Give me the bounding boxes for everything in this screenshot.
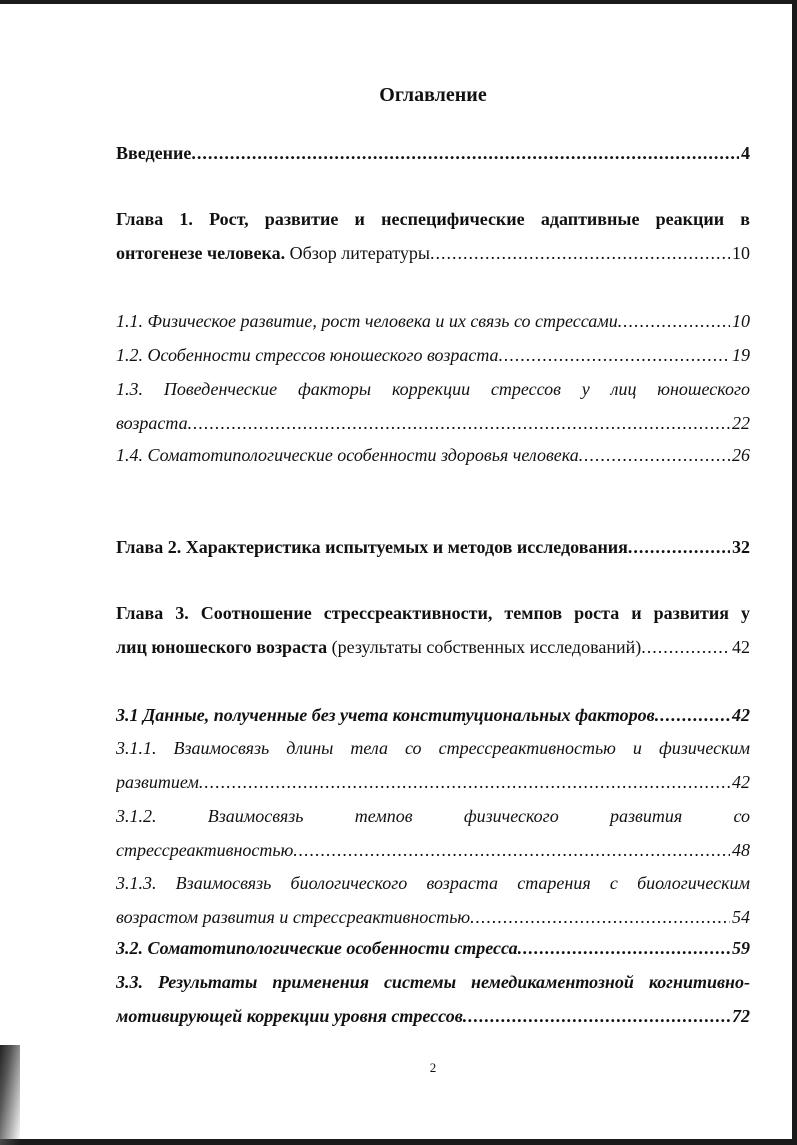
toc-page-ref: 32 <box>732 537 750 557</box>
dot-leader <box>518 931 730 965</box>
dot-leader <box>628 530 730 564</box>
dot-leader <box>470 900 730 934</box>
toc-entry-line: Глава 3. Соотношение стрессреактивности, темпов роста и развития у <box>116 603 750 623</box>
toc-entry-label: лиц юношеского возраста <box>116 637 328 657</box>
toc-page-ref: 26 <box>732 445 750 465</box>
toc-entry-label: 3.1 Данные, полученные без учета конституциональных факторов <box>116 705 655 725</box>
dot-leader <box>655 698 730 732</box>
toc-entry-1-4[interactable] <box>116 438 750 472</box>
toc-entry-label: 1.2. Особенности стрессов юношеского возраста <box>116 345 499 365</box>
dot-leader <box>463 999 730 1033</box>
toc-entry-label-rest: Обзор литературы <box>285 243 430 263</box>
toc-page-ref: 42 <box>732 637 750 657</box>
toc-entry-line: 3.1.1. Взаимосвязь длины тела со стрессреактивностью и физическим <box>116 738 750 758</box>
toc-page-ref: 72 <box>732 1006 750 1026</box>
toc-entry-label: 1.4. Соматотипологические особенности здоровья человека <box>116 445 579 465</box>
toc-page-ref: 19 <box>732 345 750 365</box>
dot-leader <box>188 406 730 440</box>
dot-leader <box>618 304 730 338</box>
toc-page-ref: 42 <box>732 705 750 725</box>
toc-page-ref: 22 <box>732 413 750 433</box>
toc-entry-label: онтогенезе человека. <box>116 243 286 263</box>
toc-entry-line: 3.1.2. Взаимосвязь темпов физического развития со <box>116 806 750 826</box>
dot-leader <box>430 236 730 270</box>
toc-entry-3-1-1[interactable] <box>116 731 750 799</box>
toc-entry-line: Глава 1. Рост, развитие и неспецифические адаптивные реакции в <box>116 209 750 229</box>
toc-entry-label: Введение <box>116 143 192 163</box>
dot-leader <box>641 630 730 664</box>
dot-leader <box>579 438 730 472</box>
toc-page-ref: 10 <box>732 311 750 331</box>
dot-leader <box>199 765 730 799</box>
scan-border-top <box>0 0 797 4</box>
toc-entry-1-1[interactable] <box>116 304 750 338</box>
toc-entry-label: стрессреактивностью <box>116 840 294 860</box>
dot-leader <box>293 833 730 867</box>
toc-entry-line: 3.3. Результаты применения системы немедикаментозной когнитивно- <box>116 972 750 992</box>
toc-entry-3-1-3[interactable] <box>116 866 750 934</box>
toc-entry-3-2[interactable] <box>116 931 750 965</box>
scan-shadow-corner <box>0 1045 20 1145</box>
dot-leader <box>499 338 730 372</box>
toc-entry-label: развитием <box>116 772 199 792</box>
toc-entry-3-1[interactable] <box>116 698 750 732</box>
toc-entry-line: 3.1.3. Взаимосвязь биологического возраста старения с биологическим <box>116 873 750 893</box>
toc-entry-chapter-3[interactable] <box>116 596 750 664</box>
toc-page-ref: 48 <box>732 840 750 860</box>
page-title: Оглавление <box>379 84 487 106</box>
toc-entry-label: возрастом развития и стрессреактивностью <box>116 907 471 927</box>
scan-border-right <box>792 0 797 1145</box>
toc-entry-label: Глава 2. Характеристика испытуемых и методов исследования <box>116 537 628 557</box>
toc-entry-label: 1.1. Физическое развитие, рост человека и их связь со стрессами <box>116 311 618 331</box>
toc-page-ref: 54 <box>732 907 750 927</box>
toc-entry-chapter-1[interactable] <box>116 202 750 270</box>
toc-entry-intro[interactable] <box>116 136 750 170</box>
toc-page-ref: 59 <box>732 938 750 958</box>
toc-entry-label: мотивирующей коррекции уровня стрессов <box>116 1006 463 1026</box>
toc-entry-line: 1.3. Поведенческие факторы коррекции стрессов у лиц юношеского <box>116 379 750 399</box>
toc-entry-label-rest: (результаты собственных исследований) <box>327 637 642 657</box>
toc-entry-1-2[interactable] <box>116 338 750 372</box>
toc-page-ref: 42 <box>732 772 750 792</box>
toc-entry-3-3[interactable] <box>116 965 750 1033</box>
toc-entry-label: 3.2. Соматотипологические особенности стресса <box>116 938 518 958</box>
toc-entry-3-1-2[interactable] <box>116 799 750 867</box>
toc-entry-chapter-2[interactable] <box>116 530 750 564</box>
toc-entry-1-3[interactable] <box>116 372 750 440</box>
page-number: 2 <box>429 1060 437 1075</box>
toc-page-ref: 10 <box>732 243 750 263</box>
scan-border-bottom <box>0 1139 797 1145</box>
dot-leader <box>191 136 739 170</box>
toc-entry-label: возраста <box>116 413 188 433</box>
toc-page-ref: 4 <box>741 143 750 163</box>
